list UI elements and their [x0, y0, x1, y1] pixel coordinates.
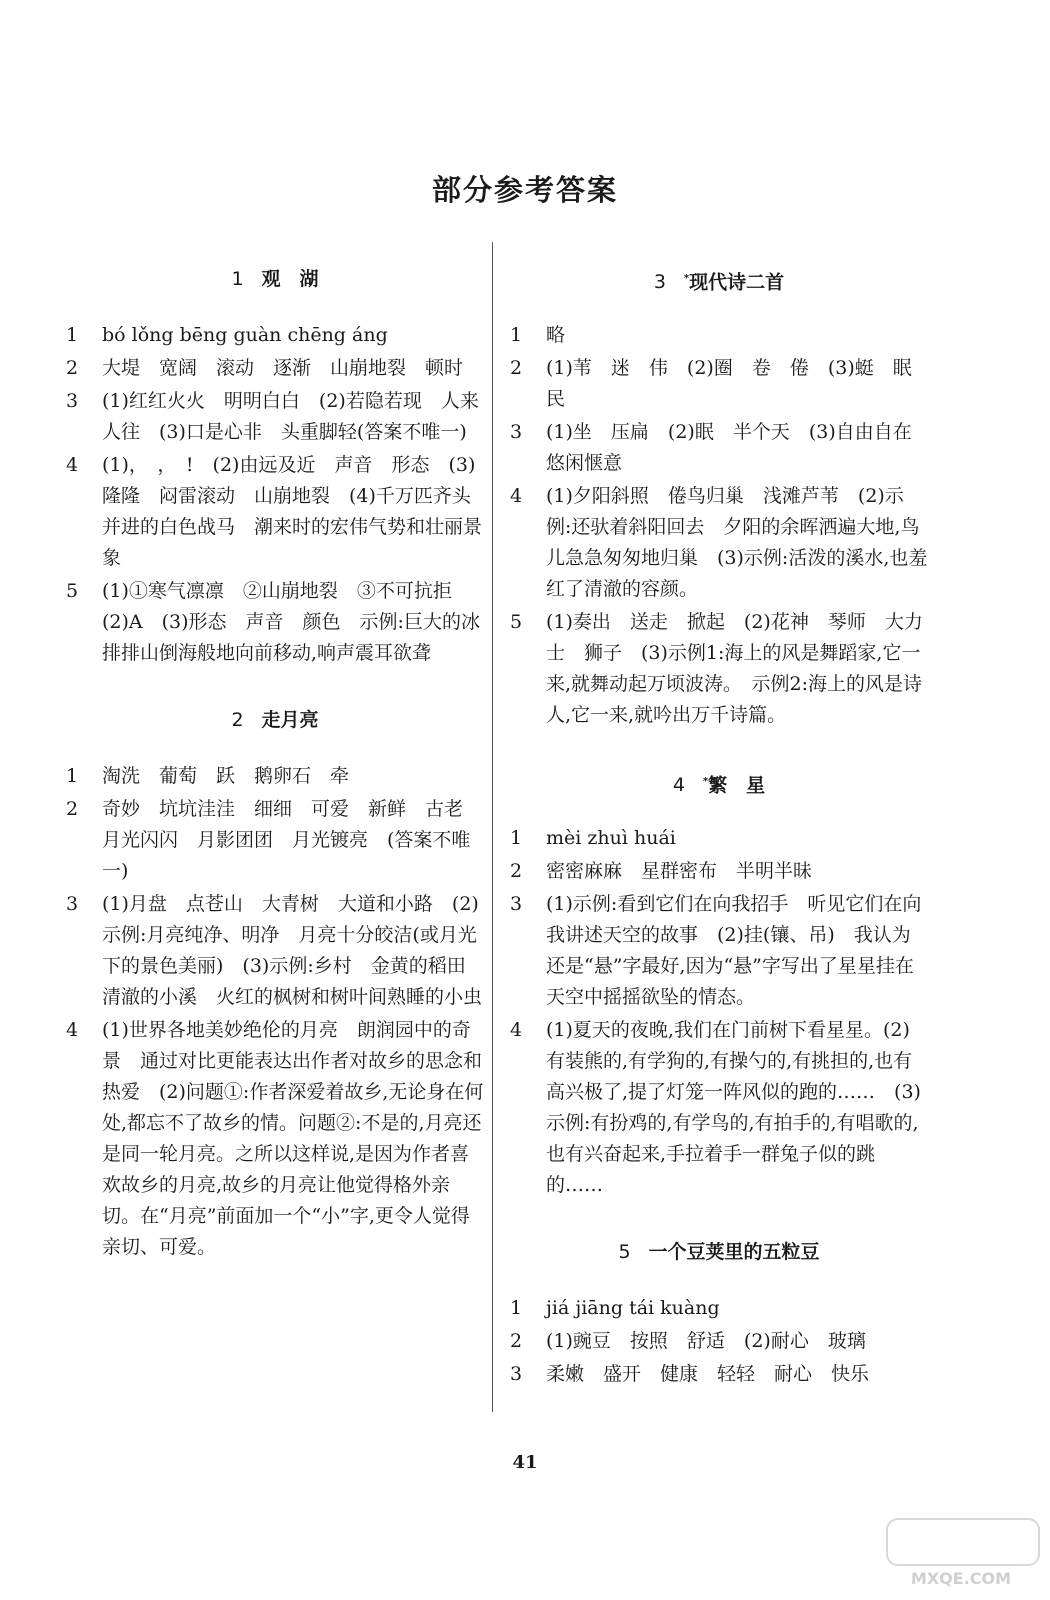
- answer-number: 4: [510, 1019, 523, 1041]
- section-title: 繁 星: [708, 774, 766, 797]
- section-heading: [510, 1235, 928, 1269]
- answer-text: (1)奏出 送走 掀起 (2)花神 琴师 大力士 狮子 (3)示例1:海上的风是舞蹈家,它一来,就舞动起万顷波涛。 示例2:海上的风是诗人,它一来,就吟出万千诗篇。: [546, 611, 923, 726]
- answer-text: (1)豌豆 按照 舒适 (2)耐心 玻璃: [546, 1330, 866, 1352]
- answer-number: 3: [66, 893, 79, 915]
- answer-text: bó lǒng bēng guàn chēng áng: [102, 324, 388, 346]
- answer-number: 3: [510, 421, 523, 443]
- answer-item: [66, 320, 484, 351]
- section-heading: [66, 703, 484, 737]
- answer-text: (1)示例:看到它们在向我招手 听见它们在向我讲述天空的故事 (2)挂(镶、吊) 我认为还是“悬”字最好,因为“悬”字写出了星星挂在天空中摇摇欲坠的情态。: [546, 893, 922, 1008]
- answer-item: [66, 576, 484, 669]
- answer-number: 1: [66, 324, 79, 346]
- answer-item: [510, 856, 928, 887]
- answer-text: (1)坐 压扁 (2)眠 半个天 (3)自由自在 悠闲惬意: [546, 421, 931, 474]
- section-gap: [510, 733, 928, 765]
- answer-text: 大堤 宽阔 滚动 逐渐 山崩地裂 顿时: [102, 357, 464, 379]
- section-gap: [510, 1203, 928, 1235]
- section-heading: [66, 262, 484, 296]
- answer-item: [66, 761, 484, 792]
- answer-number: 5: [66, 580, 79, 602]
- answer-text: 密密麻麻 星群密布 半明半昧: [546, 860, 813, 882]
- answer-text: (1)①寒气凛凛 ②山崩地裂 ③不可抗拒 (2)A (3)形态 声音 颜色 示例:巨大的冰排排山倒海般地向前移动,响声震耳欲聋: [102, 580, 480, 664]
- watermark-url: MXQE.COM: [910, 1569, 1012, 1588]
- section-heading: [510, 765, 928, 799]
- section-star: *: [683, 273, 690, 284]
- answer-number: 3: [66, 390, 79, 412]
- answer-item: [66, 889, 484, 1013]
- answer-text: jiá jiāng tái kuàng: [546, 1297, 720, 1319]
- answer-number: 2: [66, 798, 79, 820]
- answer-text: 奇妙 坑坑洼洼 细细 可爱 新鲜 古老 月光闪闪 月影团团 月光镀亮 (答案不唯一): [102, 798, 483, 882]
- answer-item: [510, 607, 928, 731]
- answer-text: mèi zhuì huái: [546, 827, 676, 849]
- page-number: 41: [512, 1452, 538, 1473]
- answer-item: [66, 450, 484, 574]
- answer-text: (1)夕阳斜照 倦鸟归巢 浅滩芦苇 (2)示例:还驮着斜阳回去 夕阳的余晖洒遍大地,鸟儿急急匆匆地归巢 (3)示例:活泼的溪水,也羞红了清澈的容颜。: [546, 485, 928, 600]
- answer-number: 3: [510, 893, 523, 915]
- section-number: 4: [672, 774, 685, 797]
- section-number: 5: [618, 1241, 631, 1263]
- answer-number: 4: [510, 485, 523, 507]
- answer-item: [510, 823, 928, 854]
- answer-item: [510, 1326, 928, 1357]
- answer-text: 柔嫩 盛开 健康 轻轻 耐心 快乐: [546, 1363, 870, 1385]
- answer-item: [66, 1015, 484, 1263]
- answer-item: [510, 481, 928, 605]
- answer-number: 1: [66, 765, 79, 787]
- answer-number: 5: [510, 611, 523, 633]
- answer-text: (1)红红火火 明明白白 (2)若隐若现 人来人往 (3)口是心非 头重脚轻(答案不唯一): [102, 390, 479, 443]
- section-title: 一个豆荚里的五粒豆: [648, 1241, 820, 1263]
- watermark-box: [886, 1518, 1040, 1566]
- section-heading: [510, 262, 928, 296]
- answer-item: [510, 353, 931, 415]
- answer-item: [66, 386, 484, 448]
- answer-item: [510, 320, 928, 351]
- answer-item: [510, 889, 928, 1013]
- section-title: 现代诗二首: [689, 271, 785, 294]
- answer-item: [510, 1015, 928, 1201]
- answer-number: 4: [66, 1019, 79, 1041]
- section-number: 1: [231, 268, 244, 290]
- answer-text: (1)， ， ! (2)由远及近 声音 形态 (3)隆隆 闷雷滚动 山崩地裂 (4)千万匹齐头并进的白色战马 潮来时的宏伟气势和壮丽景象: [102, 454, 483, 569]
- left-column: [66, 262, 484, 1265]
- answer-number: 2: [510, 357, 523, 379]
- answer-number: 2: [66, 357, 79, 379]
- section-number: 2: [231, 709, 244, 731]
- watermark-logo: [886, 1518, 1036, 1588]
- answer-item: [66, 794, 484, 887]
- section-number: 3: [653, 271, 666, 294]
- right-column: [510, 262, 931, 1392]
- answer-number: 2: [510, 1330, 523, 1352]
- section-title: 观 湖: [261, 268, 319, 290]
- answer-item: [66, 353, 484, 384]
- page-title: 部分参考答案: [431, 173, 618, 207]
- answer-text: (1)世界各地美妙绝伦的月亮 朗润园中的奇景 通过对比更能表达出作者对故乡的思念和热爱 (2)问题①:作者深爱着故乡,无论身在何处,都忘不了故乡的情。问题②:不是的,月亮还是同一轮月亮。之所以这样说,是因为作者喜欢故乡的月亮,故乡的月亮让他觉得格外亲切。在“月亮”前面加一个“小”字,更令人觉得亲切、可爱。: [102, 1019, 484, 1258]
- answer-text: (1)苇 迷 伟 (2)圈 卷 倦 (3)蜓 眠 民: [546, 357, 931, 410]
- answer-item: [510, 417, 931, 479]
- section-gap: [66, 671, 484, 703]
- answer-number: 1: [510, 827, 523, 849]
- answer-number: 3: [510, 1363, 523, 1385]
- answer-item: [510, 1359, 928, 1390]
- section-star: *: [702, 776, 709, 787]
- answer-number: 2: [510, 860, 523, 882]
- answer-number: 1: [510, 324, 523, 346]
- answer-item: [510, 1293, 928, 1324]
- answer-number: 4: [66, 454, 79, 476]
- answer-text: (1)月盘 点苍山 大青树 大道和小路 (2)示例:月亮纯净、明净 月亮十分皎洁(或月光下的景色美丽) (3)示例:乡村 金黄的稻田 清澈的小溪 火红的枫树和树叶间熟睡的小虫: [102, 893, 485, 1008]
- column-divider: [492, 242, 493, 1412]
- answer-number: 1: [510, 1297, 523, 1319]
- section-title: 走月亮: [261, 709, 319, 731]
- answer-text: (1)夏天的夜晚,我们在门前树下看星星。(2)有装熊的,有学狗的,有操勺的,有挑担的,也有高兴极了,提了灯笼一阵风似的跑的…… (3)示例:有扮鸡的,有学鸟的,有拍手的,有唱歌的,也有兴奋起来,手拉着手一群兔子似的跳的……: [546, 1019, 921, 1196]
- answer-text: 略: [546, 324, 566, 346]
- answer-text: 淘洗 葡萄 跃 鹅卵石 牵: [102, 765, 350, 787]
